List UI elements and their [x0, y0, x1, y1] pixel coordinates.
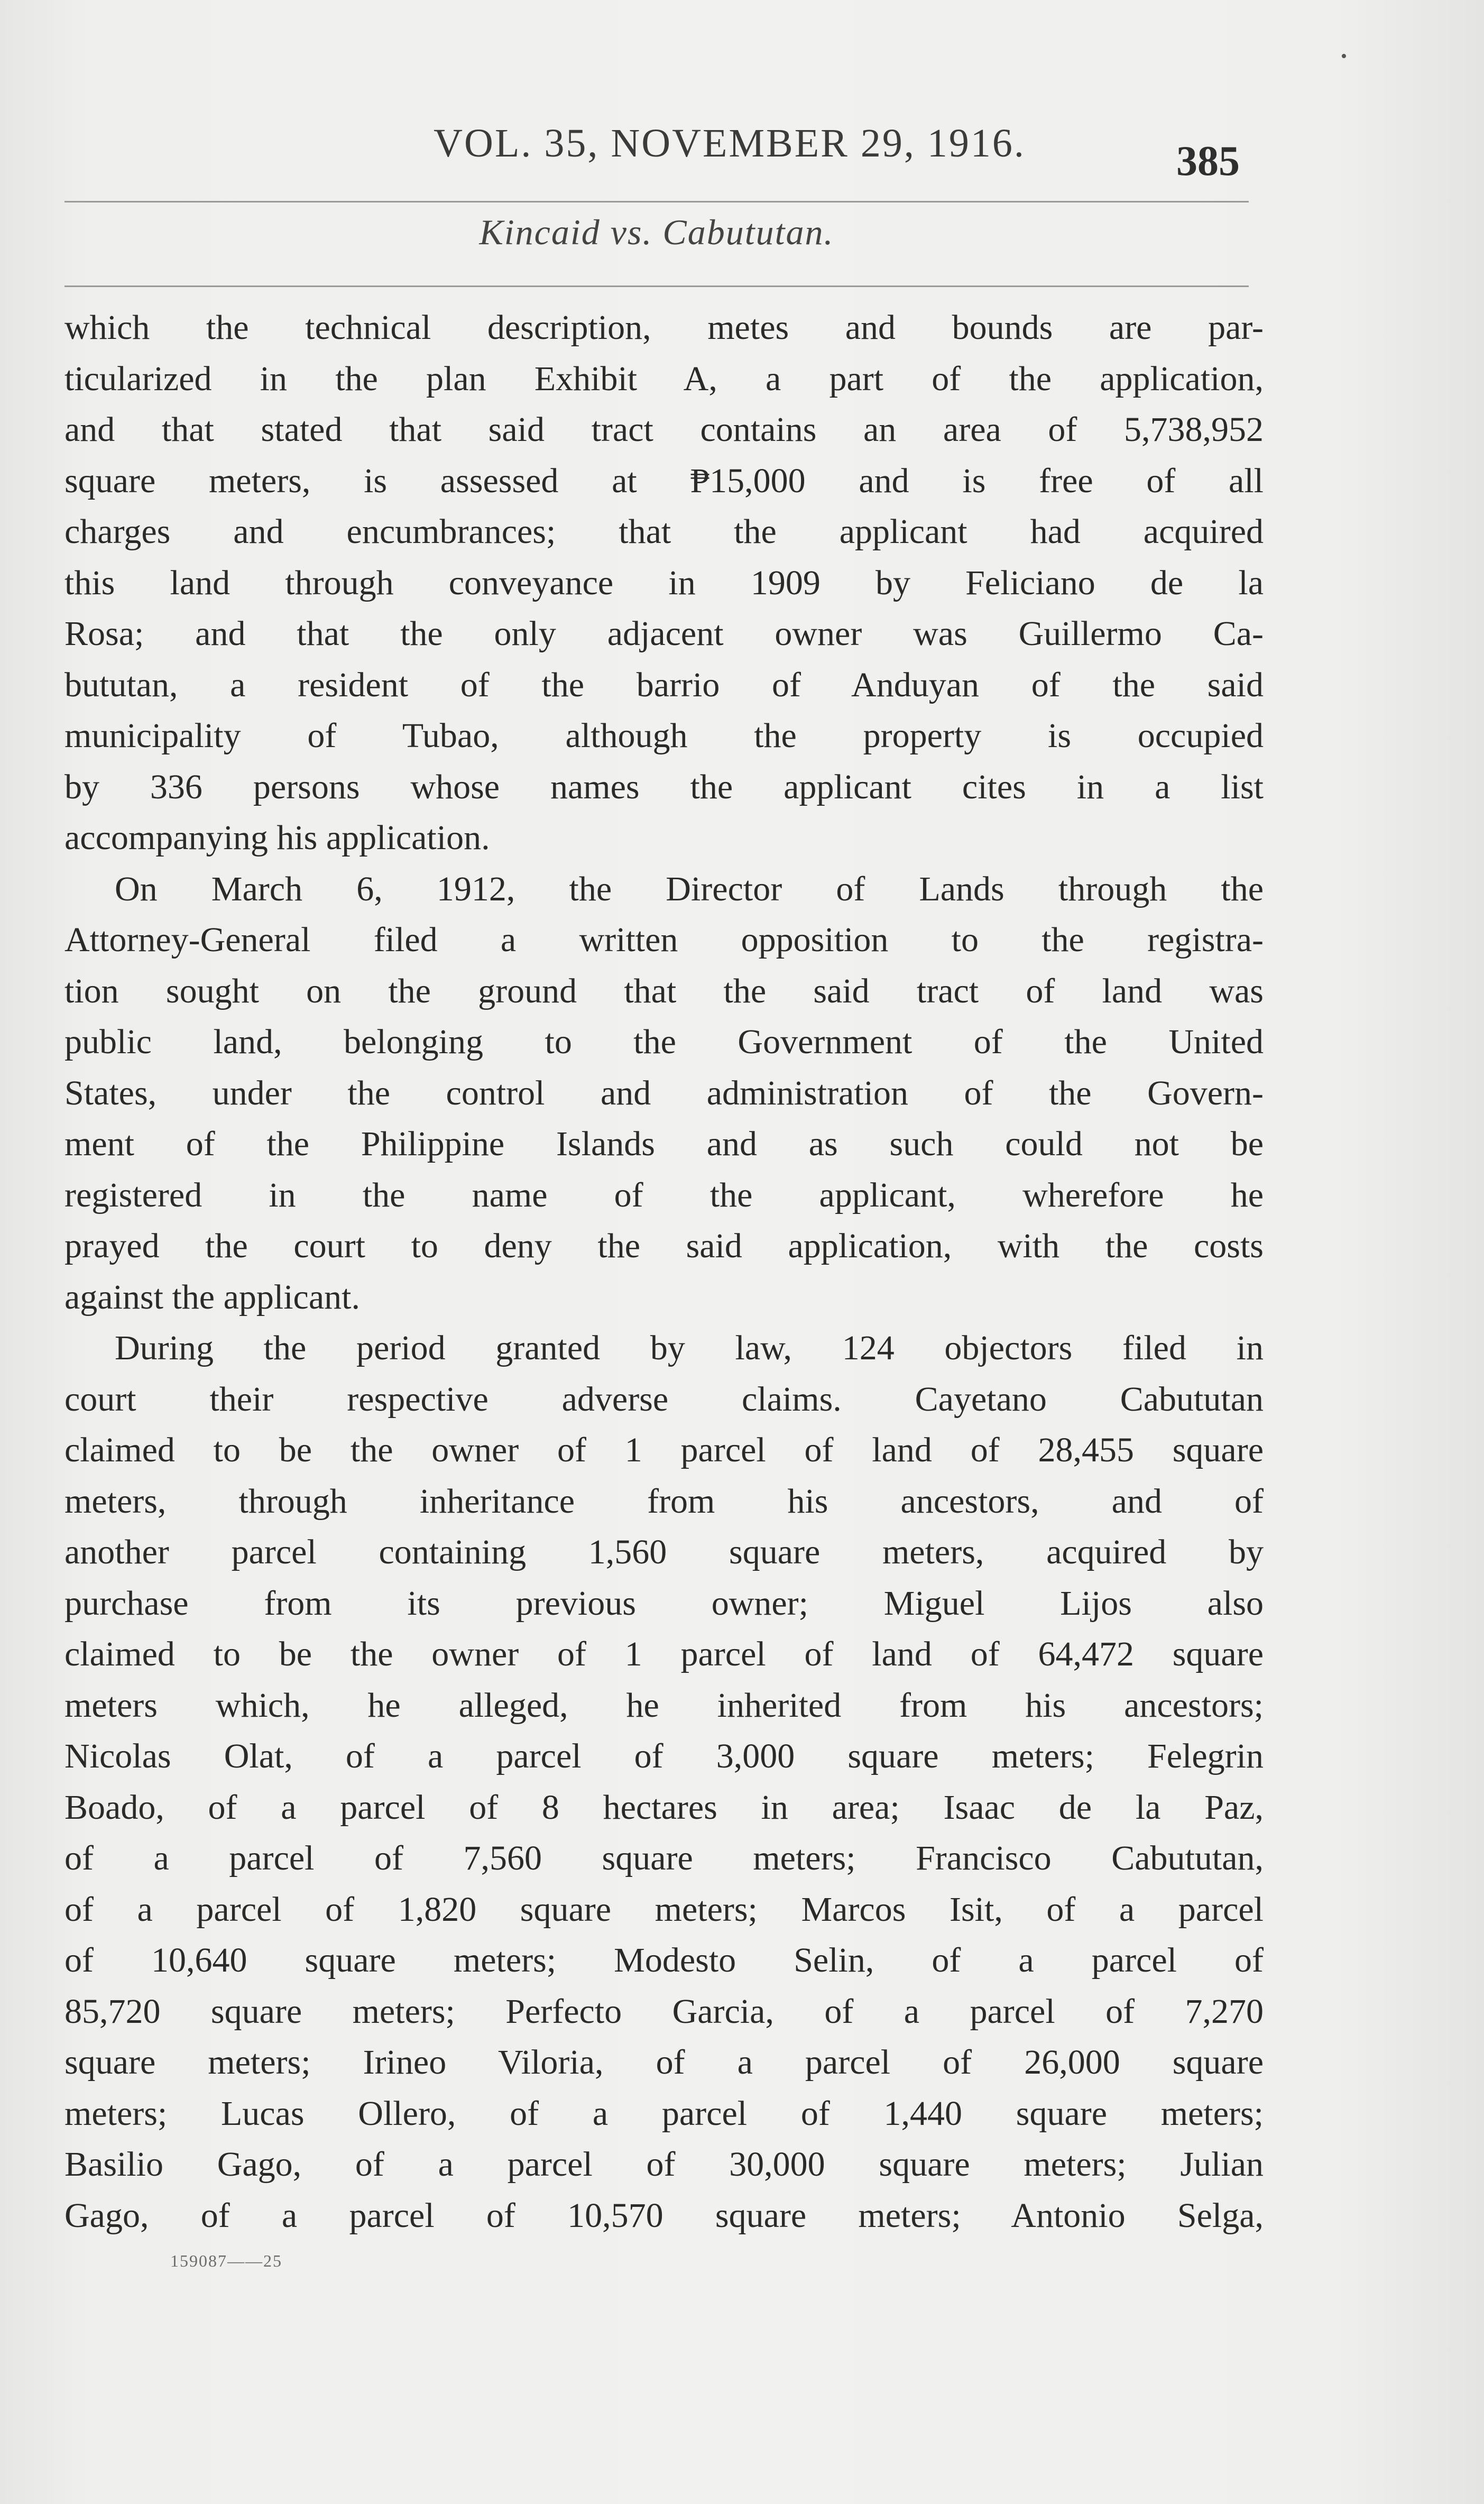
text-line: On March 6, 1912, the Director of Lands through the	[115, 869, 1264, 908]
text-line: Boado, of a parcel of 8 hectares in area; Isaac de la Paz,	[64, 1788, 1264, 1827]
text-line: ticularized in the plan Exhibit A, a part of the application,	[64, 359, 1264, 398]
text-line: another parcel containing 1,560 square meters, acquired by	[64, 1533, 1264, 1571]
text-line: of 10,640 square meters; Modesto Selin, of a parcel of	[64, 1941, 1264, 1980]
text-line: Attorney-General filed a written opposition to the registra-	[64, 920, 1264, 959]
text-line: and that stated that said tract contains an area of 5,738,952	[64, 410, 1264, 449]
text-line: Nicolas Olat, of a parcel of 3,000 square meters; Felegrin	[64, 1737, 1264, 1775]
text-line: registered in the name of the applicant, wherefore he	[64, 1175, 1264, 1214]
text-line: ment of the Philippine Islands and as such could not be	[64, 1125, 1264, 1163]
text-line: square meters; Irineo Viloria, of a parcel of 26,000 square	[64, 2043, 1264, 2082]
page-number: 385	[1176, 138, 1240, 185]
text-line: accompanying his application.	[64, 818, 490, 857]
text-line: During the period granted by law, 124 objectors filed in	[115, 1329, 1264, 1367]
case-title: Kincaid vs. Cabututan.	[479, 212, 834, 252]
body-text	[64, 302, 1264, 2241]
text-line: meters; Lucas Ollero, of a parcel of 1,440 square meters;	[64, 2094, 1264, 2133]
printer-signature-mark: 159087——25	[170, 2251, 282, 2270]
text-line: States, under the control and administration of the Govern-	[64, 1073, 1264, 1112]
scan-speck: •	[1341, 47, 1347, 66]
text-line: court their respective adverse claims. Cayetano Cabututan	[64, 1379, 1264, 1419]
text-line: meters, through inheritance from his ancestors, and of	[64, 1481, 1264, 1521]
text-line: tion sought on the ground that the said tract of land was	[64, 971, 1264, 1010]
text-line: claimed to be the owner of 1 parcel of land of 28,455 square	[64, 1431, 1264, 1469]
text-line: Basilio Gago, of a parcel of 30,000 square meters; Julian	[64, 2145, 1264, 2184]
text-line: of a parcel of 7,560 square meters; Francisco Cabututan,	[64, 1839, 1264, 1877]
text-line: this land through conveyance in 1909 by Feliciano de la	[64, 563, 1264, 602]
text-line: against the applicant.	[64, 1277, 360, 1317]
text-line: by 336 persons whose names the applicant cites in a list	[64, 767, 1264, 806]
text-line: which the technical description, metes and bounds are par-	[64, 308, 1264, 347]
text-line: Rosa; and that the only adjacent owner was Guillermo Ca-	[64, 614, 1264, 653]
text-line: 85,720 square meters; Perfecto Garcia, of a parcel of 7,270	[64, 1992, 1264, 2031]
text-line: claimed to be the owner of 1 parcel of land of 64,472 square	[64, 1635, 1264, 1673]
text-line: of a parcel of 1,820 square meters; Marcos Isit, of a parcel	[64, 1890, 1264, 1929]
header-rule	[64, 201, 1249, 202]
text-line: square meters, is assessed at ₱15,000 and is free of all	[64, 461, 1264, 500]
text-line: bututan, a resident of the barrio of Anduyan of the said	[64, 665, 1264, 704]
running-head: VOL. 35, NOVEMBER 29, 1916.	[434, 121, 1026, 165]
title-rule	[64, 286, 1249, 287]
text-line: purchase from its previous owner; Miguel Lijos also	[64, 1584, 1264, 1623]
text-line: meters which, he alleged, he inherited from his ancestors;	[64, 1686, 1264, 1725]
text-line: prayed the court to deny the said application, with the costs	[64, 1227, 1264, 1265]
text-line: municipality of Tubao, although the property is occupied	[64, 716, 1264, 755]
text-line: charges and encumbrances; that the applicant had acquired	[64, 512, 1264, 551]
text-line: Gago, of a parcel of 10,570 square meters; Antonio Selga,	[64, 2196, 1264, 2235]
text-line: public land, belonging to the Government of the United	[64, 1023, 1264, 1061]
